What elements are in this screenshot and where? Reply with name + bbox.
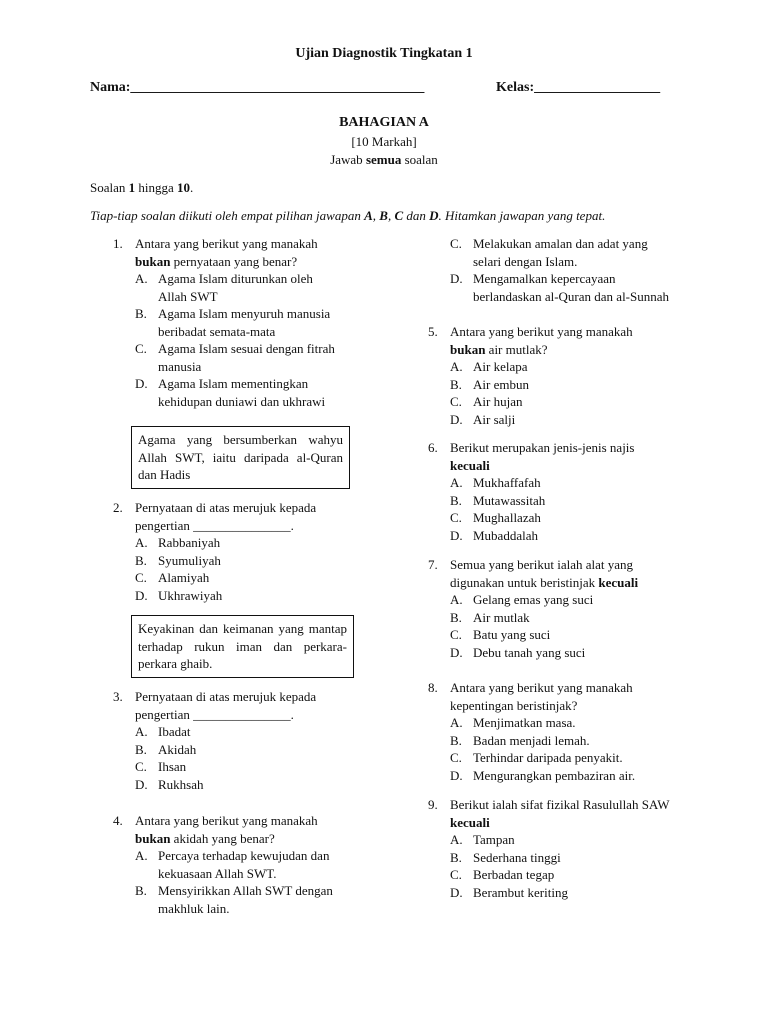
option-a: A. Ibadat [135, 724, 191, 739]
option-a: A. Tampan [450, 832, 515, 847]
question-6: 6. Berikut merupakan jenis-jenis najis kecuali A. Mukhaffafah B. Mutawassitah C. Mughallazah D. Mubaddalah [428, 439, 670, 544]
question-8: 8. Antara yang berikut yang manakah kepentingan beristinjak? A. Menjimatkan masa. B. Badan menjadi lemah. C. Terhindar daripada penyakit. D. Mengurangkan pembaziran air. [428, 679, 670, 784]
option-c: C. Terhindar daripada penyakit. [450, 750, 623, 765]
question-5: 5. Antara yang berikut yang manakah bukan air mutlak? A. Air kelapa B. Air embun C. Air hujan D. Air salji [428, 323, 670, 428]
section-title: BAHAGIAN A [339, 115, 429, 130]
option-c: C. Berbadan tegap [450, 867, 555, 882]
option-d: D. Mengurangkan pembaziran air. [450, 767, 636, 783]
question-3: 3. Pernyataan di atas merujuk kepada pengertian _______________. A. Ibadat B. Akidah C. Ihsan D. Rukhsah [113, 688, 338, 793]
section-marks: [10 Markah] [351, 134, 417, 149]
option-c: C. Mughallazah [450, 510, 541, 525]
option-b: B. Air mutlak [450, 609, 530, 625]
option-c: C. Melakukan amalan dan adat yang selari dengan Islam. [450, 236, 648, 269]
option-d: D. Ukhrawiyah [135, 587, 223, 603]
option-b: B. Syumuliyah [135, 552, 221, 568]
class-field: Kelas:__________________ [496, 80, 661, 95]
option-d: D. Agama Islam mementingkan kehidupan duniawi dan ukhrawi [135, 376, 326, 409]
option-c: C. Alamiyah [135, 570, 210, 585]
option-b: B. Sederhana tinggi [450, 849, 561, 865]
option-c: C. Agama Islam sesuai dengan fitrah manusia [135, 341, 335, 374]
option-b: B. Mutawassitah [450, 492, 546, 508]
option-a: A. Mukhaffafah [450, 475, 541, 490]
option-a: A. Percaya terhadap kewujudan dan kekuasaan Allah SWT. [135, 848, 330, 881]
option-b: B. Akidah [135, 741, 197, 757]
option-d: D. Berambut keriting [450, 884, 568, 900]
statement-box-2: Keyakinan dan keimanan yang mantap terhadap rukun iman dan perkara-perkara ghaib. [131, 615, 354, 678]
option-b: B. Badan menjadi lemah. [450, 732, 590, 748]
option-d: D. Mengamalkan kepercayaan berlandaskan al-Quran dan al-Sunnah [450, 271, 670, 304]
option-b: B. Mensyirikkan Allah SWT dengan makhluk lain. [135, 883, 333, 916]
instructions: Tiap-tiap soalan diikuti oleh empat pilihan jawapan A, B, C dan D. Hitamkan jawapan yang tepat. [90, 208, 606, 223]
option-a: A. Menjimatkan masa. [450, 715, 576, 730]
option-a: A. Agama Islam diturunkan oleh Allah SWT [135, 271, 313, 304]
name-field: Nama:__________________________________________ [90, 80, 425, 95]
question-9: 9. Berikut ialah sifat fizikal Rasulullah SAW kecuali A. Tampan B. Sederhana tinggi C. Berbadan tegap D. Berambut keriting [428, 797, 670, 900]
option-a: A. Air kelapa [450, 359, 528, 374]
option-b: B. Agama Islam menyuruh manusia beribadat semata-mata [135, 306, 331, 339]
question-2: 2. Pernyataan di atas merujuk kepada pengertian _______________. A. Rabbaniyah B. Syumuliyah C. Alamiyah D. Ukhrawiyah [113, 499, 338, 604]
option-d: D. Air salji [450, 411, 516, 427]
question-7: 7. Semua yang berikut ialah alat yang digunakan untuk beristinjak kecuali A. Gelang emas yang suci B. Air mutlak C. Batu yang suci D. Debu tanah yang suci [428, 556, 670, 661]
option-d: D. Debu tanah yang suci [450, 644, 586, 660]
option-a: A. Gelang emas yang suci [450, 592, 594, 607]
option-c: C. Ihsan [135, 759, 187, 774]
option-c: C. Batu yang suci [450, 627, 551, 642]
page-title: Ujian Diagnostik Tingkatan 1 [295, 46, 473, 61]
answer-instruction: Jawab semua soalan [330, 152, 438, 167]
option-d: D. Mubaddalah [450, 527, 538, 543]
question-range: Soalan 1 hingga 10. [90, 180, 194, 195]
option-d: D. Rukhsah [135, 776, 204, 792]
option-b: B. Air embun [450, 376, 529, 392]
question-4-continued [450, 235, 670, 305]
statement-box-1: Agama yang bersumberkan wahyu Allah SWT, iaitu daripada al-Quran dan Hadis [131, 426, 350, 489]
option-c: C. Air hujan [450, 394, 523, 409]
option-a: A. Rabbaniyah [135, 535, 221, 550]
question-1: 1. Antara yang berikut yang manakah bukan pernyataan yang benar? A. Agama Islam diturunkan oleh Allah SWT B. Agama Islam menyuruh manusia beribadat semata-mata C. Agama Islam sesuai dengan fitrah manusia D. Agama Islam mementingkan kehidupan duniawi dan ukhrawi [113, 235, 338, 410]
question-4: 4. Antara yang berikut yang manakah bukan akidah yang benar? A. Percaya terhadap kewujudan dan kekuasaan Allah SWT. B. Mensyirikkan Allah SWT dengan makhluk lain. [113, 812, 338, 917]
